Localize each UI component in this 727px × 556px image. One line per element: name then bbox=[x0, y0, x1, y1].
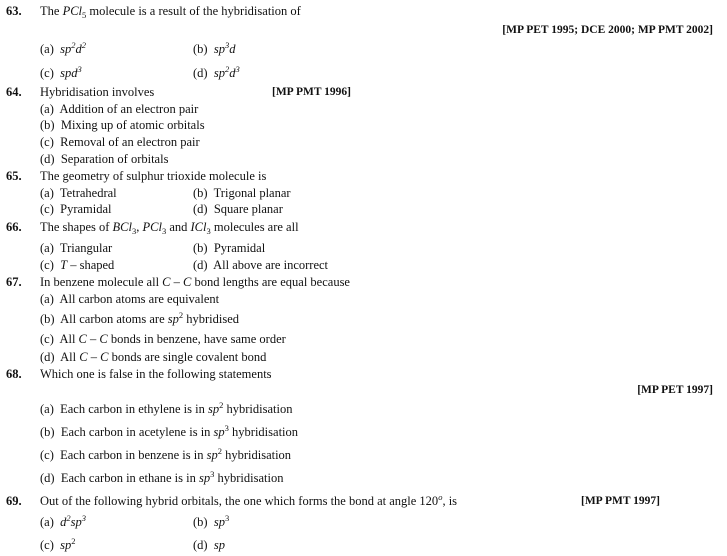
source-reference: [MP PET 1995; DCE 2000; MP PMT 2002] bbox=[502, 24, 713, 36]
option-b: (b) $sp^3$ bbox=[193, 513, 230, 529]
question-number: 64. bbox=[6, 85, 22, 99]
option-d: (d) Separation of orbitals bbox=[40, 152, 169, 166]
question-stem: The PCl$_5$ molecule is a result of the hybridisation of bbox=[40, 4, 301, 20]
source-reference: [MP PET 1997] bbox=[637, 384, 713, 396]
option-b: (b) Each carbon in acetylene is in $sp^3$ hybridisation bbox=[40, 423, 299, 439]
option-c: (c) Removal of an electron pair bbox=[40, 135, 200, 149]
option-b: (b) Pyramidal bbox=[193, 241, 266, 255]
option-d: (d) sp bbox=[193, 538, 225, 552]
option-c: (c) All C – C bonds in benzene, have same order bbox=[40, 332, 286, 346]
source-reference: [MP PMT 1996] bbox=[272, 86, 351, 98]
question-number: 68. bbox=[6, 367, 22, 381]
option-a: (a) Triangular bbox=[40, 241, 113, 255]
question-stem: The shapes of BCl$_3$, PCl$_3$ and ICl$_3$ molecules are all bbox=[40, 220, 299, 236]
question-stem: Out of the following hybrid orbitals, the one which forms the bond at angle 120$^o$, is bbox=[40, 492, 458, 508]
option-b: (b) $sp^3d$ bbox=[193, 40, 236, 56]
question-number: 69. bbox=[6, 494, 22, 508]
question-stem: The geometry of sulphur trioxide molecule is bbox=[40, 169, 267, 183]
option-b: (b) Mixing up of atomic orbitals bbox=[40, 118, 205, 132]
option-b: (b) Trigonal planar bbox=[193, 186, 291, 200]
option-c: (c) $sp^2$ bbox=[40, 536, 76, 552]
option-c: (c) T – shaped bbox=[40, 258, 115, 272]
question-number: 67. bbox=[6, 275, 22, 289]
option-d: (d) Each carbon in ethane is in $sp^3$ hybridisation bbox=[40, 469, 284, 485]
option-b: (b) All carbon atoms are $sp^2$ hybridised bbox=[40, 310, 240, 326]
question-number: 65. bbox=[6, 169, 22, 183]
option-d: (d) All C – C bonds are single covalent bond bbox=[40, 350, 267, 364]
option-c: (c) Each carbon in benzene is in $sp^2$ hybridisation bbox=[40, 446, 292, 462]
option-a: (a) All carbon atoms are equivalent bbox=[40, 292, 220, 306]
option-d: (d) Square planar bbox=[193, 202, 283, 216]
question-stem: Hybridisation involves bbox=[40, 85, 155, 99]
option-a: (a) Addition of an electron pair bbox=[40, 102, 199, 116]
option-c: (c) spd$^3$ bbox=[40, 64, 82, 80]
option-a: (a) Each carbon in ethylene is in $sp^2$ hybridisation bbox=[40, 400, 293, 416]
question-stem: Which one is false in the following statements bbox=[40, 367, 272, 381]
option-d: (d) $sp^2d^3$ bbox=[193, 64, 240, 80]
option-d: (d) All above are incorrect bbox=[193, 258, 329, 272]
option-a: (a) $sp^2d^2$ bbox=[40, 40, 86, 56]
question-number: 63. bbox=[6, 4, 22, 18]
option-a: (a) $d^2sp^3$ bbox=[40, 513, 86, 529]
source-reference: [MP PMT 1997] bbox=[581, 495, 660, 507]
option-c: (c) Pyramidal bbox=[40, 202, 112, 216]
question-stem: In benzene molecule all C – C bond lengths are equal because bbox=[40, 275, 350, 289]
question-number: 66. bbox=[6, 220, 22, 234]
option-a: (a) Tetrahedral bbox=[40, 186, 117, 200]
